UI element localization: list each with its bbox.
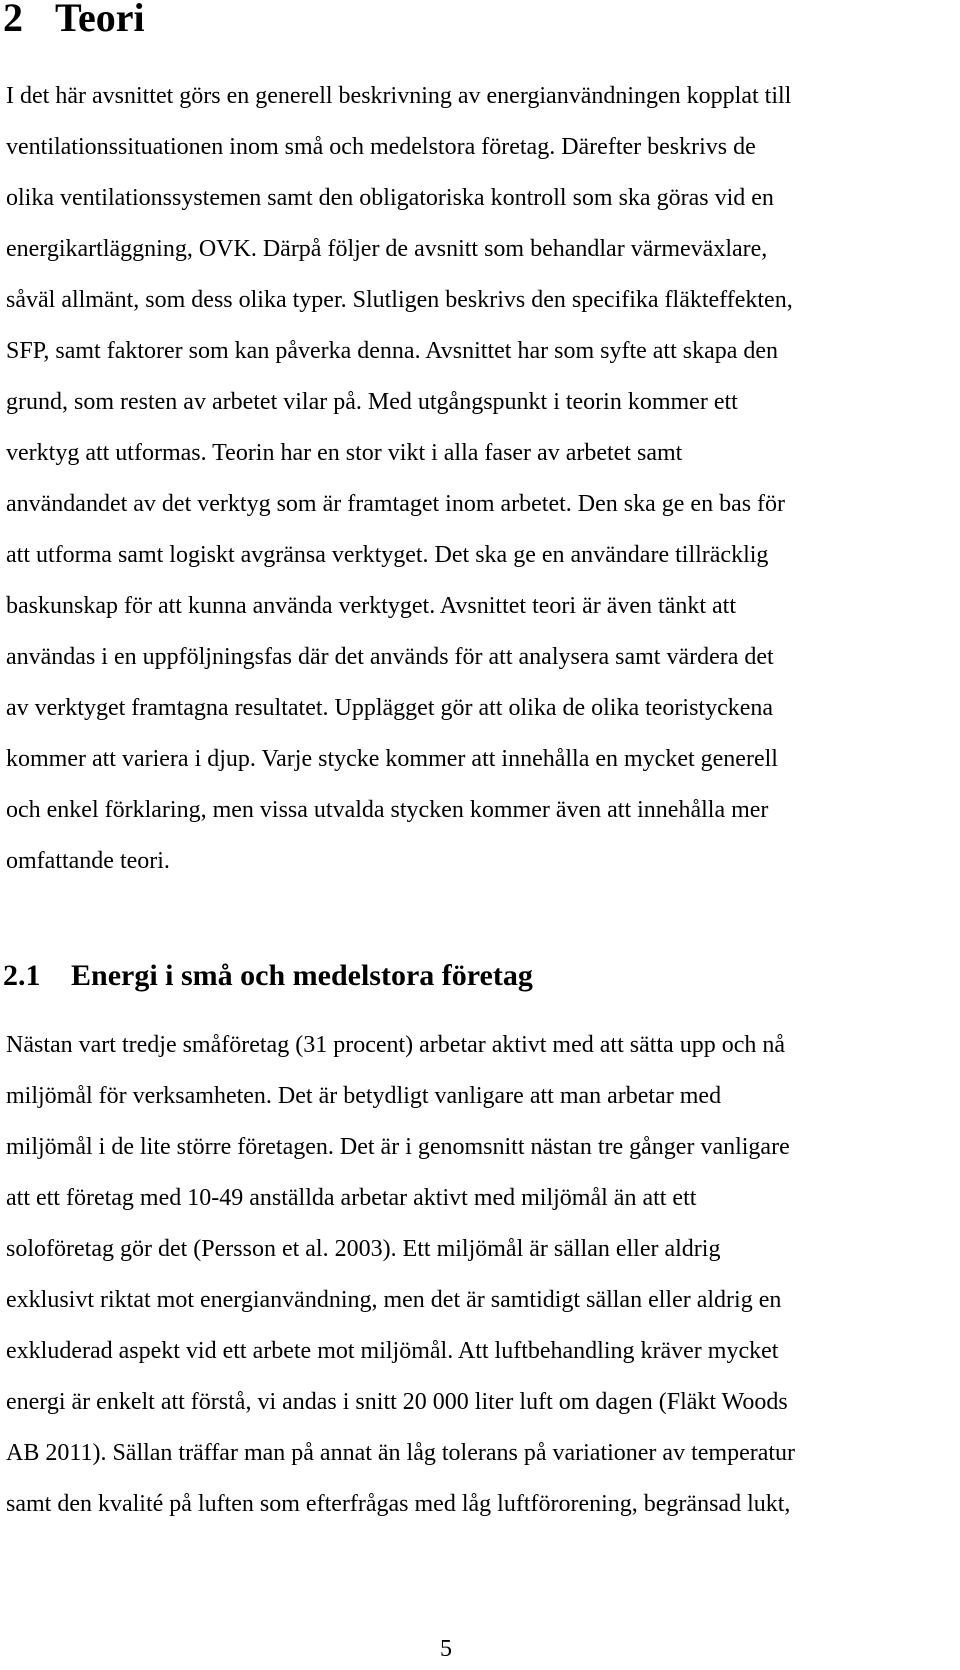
paragraph-line: verktyg att utformas. Teorin har en stor vikt i alla faser av arbetet samt: [6, 440, 683, 466]
paragraph-line: miljömål för verksamheten. Det är betydligt vanligare att man arbetar med: [6, 1083, 722, 1109]
paragraph-line: energi är enkelt att förstå, vi andas i snitt 20 000 liter luft om dagen (Fläkt Woods: [6, 1389, 788, 1415]
paragraph-line: exkluderad aspekt vid ett arbete mot miljömål. Att luftbehandling kräver mycket: [6, 1338, 779, 1364]
paragraph-line: SFP, samt faktorer som kan påverka denna. Avsnittet har som syfte att skapa den: [6, 338, 779, 364]
paragraph-line: energikartläggning, OVK. Därpå följer de avsnitt som behandlar värmeväxlare,: [6, 236, 768, 262]
paragraph-line: Nästan vart tredje småföretag (31 procent) arbetar aktivt med att sätta upp och nå: [6, 1032, 786, 1058]
paragraph-line: omfattande teori.: [6, 848, 170, 874]
paragraph-line: I det här avsnittet görs en generell beskrivning av energianvändningen kopplat till: [6, 83, 792, 109]
paragraph-line: olika ventilationssystemen samt den obligatoriska kontroll som ska göras vid en: [6, 185, 774, 211]
paragraph-line: baskunskap för att kunna använda verktyget. Avsnittet teori är även tänkt att: [6, 593, 736, 619]
paragraph-line: användas i en uppföljningsfas där det används för att analysera samt värdera det: [6, 644, 774, 670]
paragraph-line: såväl allmänt, som dess olika typer. Slutligen beskrivs den specifika fläkteffekten,: [6, 287, 793, 313]
subsection-paragraph: [6, 1020, 936, 1530]
page-number: 5: [440, 1636, 452, 1662]
paragraph-line: av verktyget framtagna resultatet. Upplägget gör att olika de olika teoristyckena: [6, 695, 774, 721]
paragraph-line: att utforma samt logiskt avgränsa verktyget. Det ska ge en användare tillräcklig: [6, 542, 769, 568]
paragraph-line: att ett företag med 10-49 anställda arbetar aktivt med miljömål än att ett: [6, 1185, 697, 1211]
subsection-title: Energi i små och medelstora företag: [71, 959, 533, 992]
paragraph-line: ventilationssituationen inom små och medelstora företag. Därefter beskrivs de: [6, 134, 756, 160]
subsection-heading: [3, 956, 533, 996]
paragraph-line: användandet av det verktyg som är framtaget inom arbetet. Den ska ge en bas för: [6, 491, 786, 517]
section-heading: [3, 0, 145, 44]
section-paragraph: [6, 71, 936, 887]
paragraph-line: exklusivt riktat mot energianvändning, men det är samtidigt sällan eller aldrig en: [6, 1287, 782, 1313]
paragraph-line: soloföretag gör det (Persson et al. 2003). Ett miljömål är sällan eller aldrig: [6, 1236, 721, 1262]
paragraph-line: kommer att variera i djup. Varje stycke kommer att innehålla en mycket generell: [6, 746, 778, 772]
paragraph-line: samt den kvalité på luften som efterfrågas med låg luftförorening, begränsad lukt,: [6, 1491, 791, 1517]
section-title: Teori: [55, 0, 145, 40]
paragraph-line: grund, som resten av arbetet vilar på. Med utgångspunkt i teorin kommer ett: [6, 389, 738, 415]
paragraph-line: AB 2011). Sällan träffar man på annat än låg tolerans på variationer av temperatur: [6, 1440, 796, 1466]
subsection-number: 2.1: [3, 959, 41, 992]
section-number: 2: [3, 0, 23, 40]
paragraph-line: miljömål i de lite större företagen. Det är i genomsnitt nästan tre gånger vanligare: [6, 1134, 790, 1160]
paragraph-line: och enkel förklaring, men vissa utvalda stycken kommer även att innehålla mer: [6, 797, 769, 823]
